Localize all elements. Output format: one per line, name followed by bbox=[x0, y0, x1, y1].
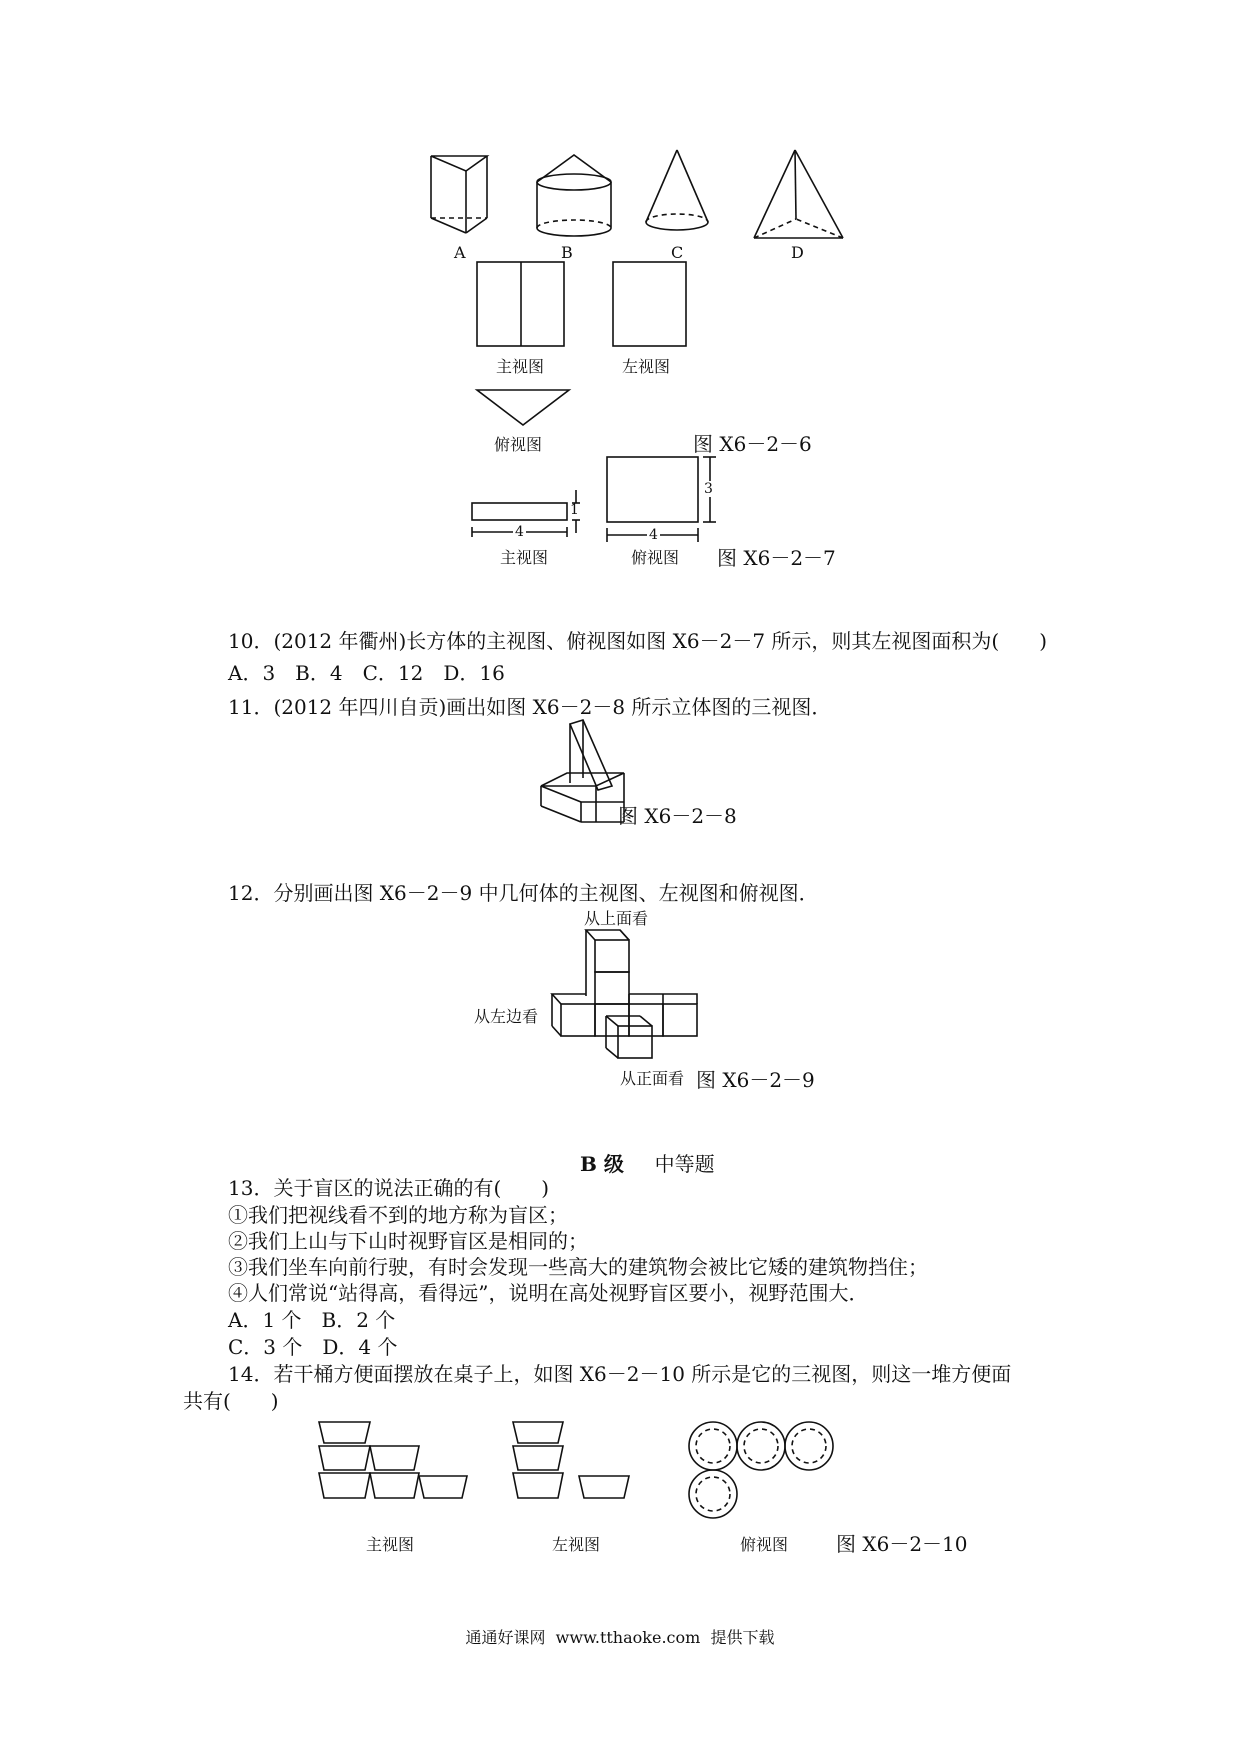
fig7-top-view-label: 俯视图 bbox=[631, 548, 680, 567]
fig9-caption: 图 X6－2－9 bbox=[696, 1068, 815, 1092]
fig10-left-view-label: 左视图 bbox=[552, 1535, 601, 1554]
q13-options-ab: A．1 个 B．2 个 bbox=[228, 1308, 396, 1332]
fig9-from-left-label: 从左边看 bbox=[474, 1007, 539, 1026]
q14-stem-line1: 14．若干桶方便面摆放在桌子上，如图 X6－2－10 所示是它的三视图，则这一堆方便面 bbox=[228, 1362, 1012, 1386]
fig7-dim-front-height: 1 bbox=[570, 502, 579, 518]
fig7-dim-front-width: 4 bbox=[515, 524, 524, 540]
fig7-dim-top-width: 4 bbox=[649, 527, 658, 543]
fig6-left-view-label: 左视图 bbox=[622, 357, 671, 376]
fig10-front-view-label: 主视图 bbox=[366, 1535, 415, 1554]
fig7-front-view-label: 主视图 bbox=[500, 548, 549, 567]
q13-statement-3: ③我们坐车向前行驶，有时会发现一些高大的建筑物会被比它矮的建筑物挡住； bbox=[228, 1255, 928, 1279]
fig7-dim-top-depth: 3 bbox=[704, 481, 713, 497]
fig6-front-view-label: 主视图 bbox=[496, 357, 545, 376]
option-d-label: D bbox=[791, 243, 804, 262]
fig8-caption: 图 X6－2－8 bbox=[618, 804, 737, 828]
fig9-from-front-label: 从正面看 bbox=[620, 1069, 685, 1088]
page-footer: 通通好课网 www.tthaoke.com 提供下载 bbox=[465, 1628, 775, 1647]
q13-statement-2: ②我们上山与下山时视野盲区是相同的； bbox=[228, 1229, 588, 1253]
q11-stem: 11．(2012 年四川自贡)画出如图 X6－2－8 所示立体图的三视图． bbox=[228, 695, 832, 719]
q10-stem: 10．(2012 年衢州)长方体的主视图、俯视图如图 X6－2－7 所示，则其左视图面积为( ) bbox=[228, 629, 1048, 653]
q13-statement-1: ①我们把视线看不到的地方称为盲区； bbox=[228, 1203, 568, 1227]
fig10-top-view-label: 俯视图 bbox=[740, 1535, 789, 1554]
q12-stem: 12．分别画出图 X6－2－9 中几何体的主视图、左视图和俯视图． bbox=[228, 881, 819, 905]
section-b-level: B 级 bbox=[580, 1152, 624, 1176]
q13-statement-4: ④人们常说“站得高，看得远”，说明在高处视野盲区要小，视野范围大． bbox=[228, 1281, 869, 1305]
fig7-caption: 图 X6－2－7 bbox=[717, 546, 836, 570]
q10-options: A．3 B．4 C．12 D．16 bbox=[228, 661, 505, 685]
fig6-caption: 图 X6－2－6 bbox=[693, 432, 812, 456]
section-b-title: 中等题 bbox=[654, 1152, 715, 1176]
option-a-label: A bbox=[454, 243, 466, 262]
q13-options-cd: C．3 个 D．4 个 bbox=[228, 1335, 398, 1359]
fig9-from-top-label: 从上面看 bbox=[584, 909, 649, 928]
q14-stem-line2: 共有( ) bbox=[183, 1389, 279, 1413]
fig10-caption: 图 X6－2－10 bbox=[836, 1532, 968, 1556]
q13-stem: 13．关于盲区的说法正确的有( ) bbox=[228, 1176, 550, 1200]
option-c-label: C bbox=[671, 243, 684, 262]
option-b-label: B bbox=[561, 243, 573, 262]
fig6-top-view-label: 俯视图 bbox=[494, 435, 543, 454]
